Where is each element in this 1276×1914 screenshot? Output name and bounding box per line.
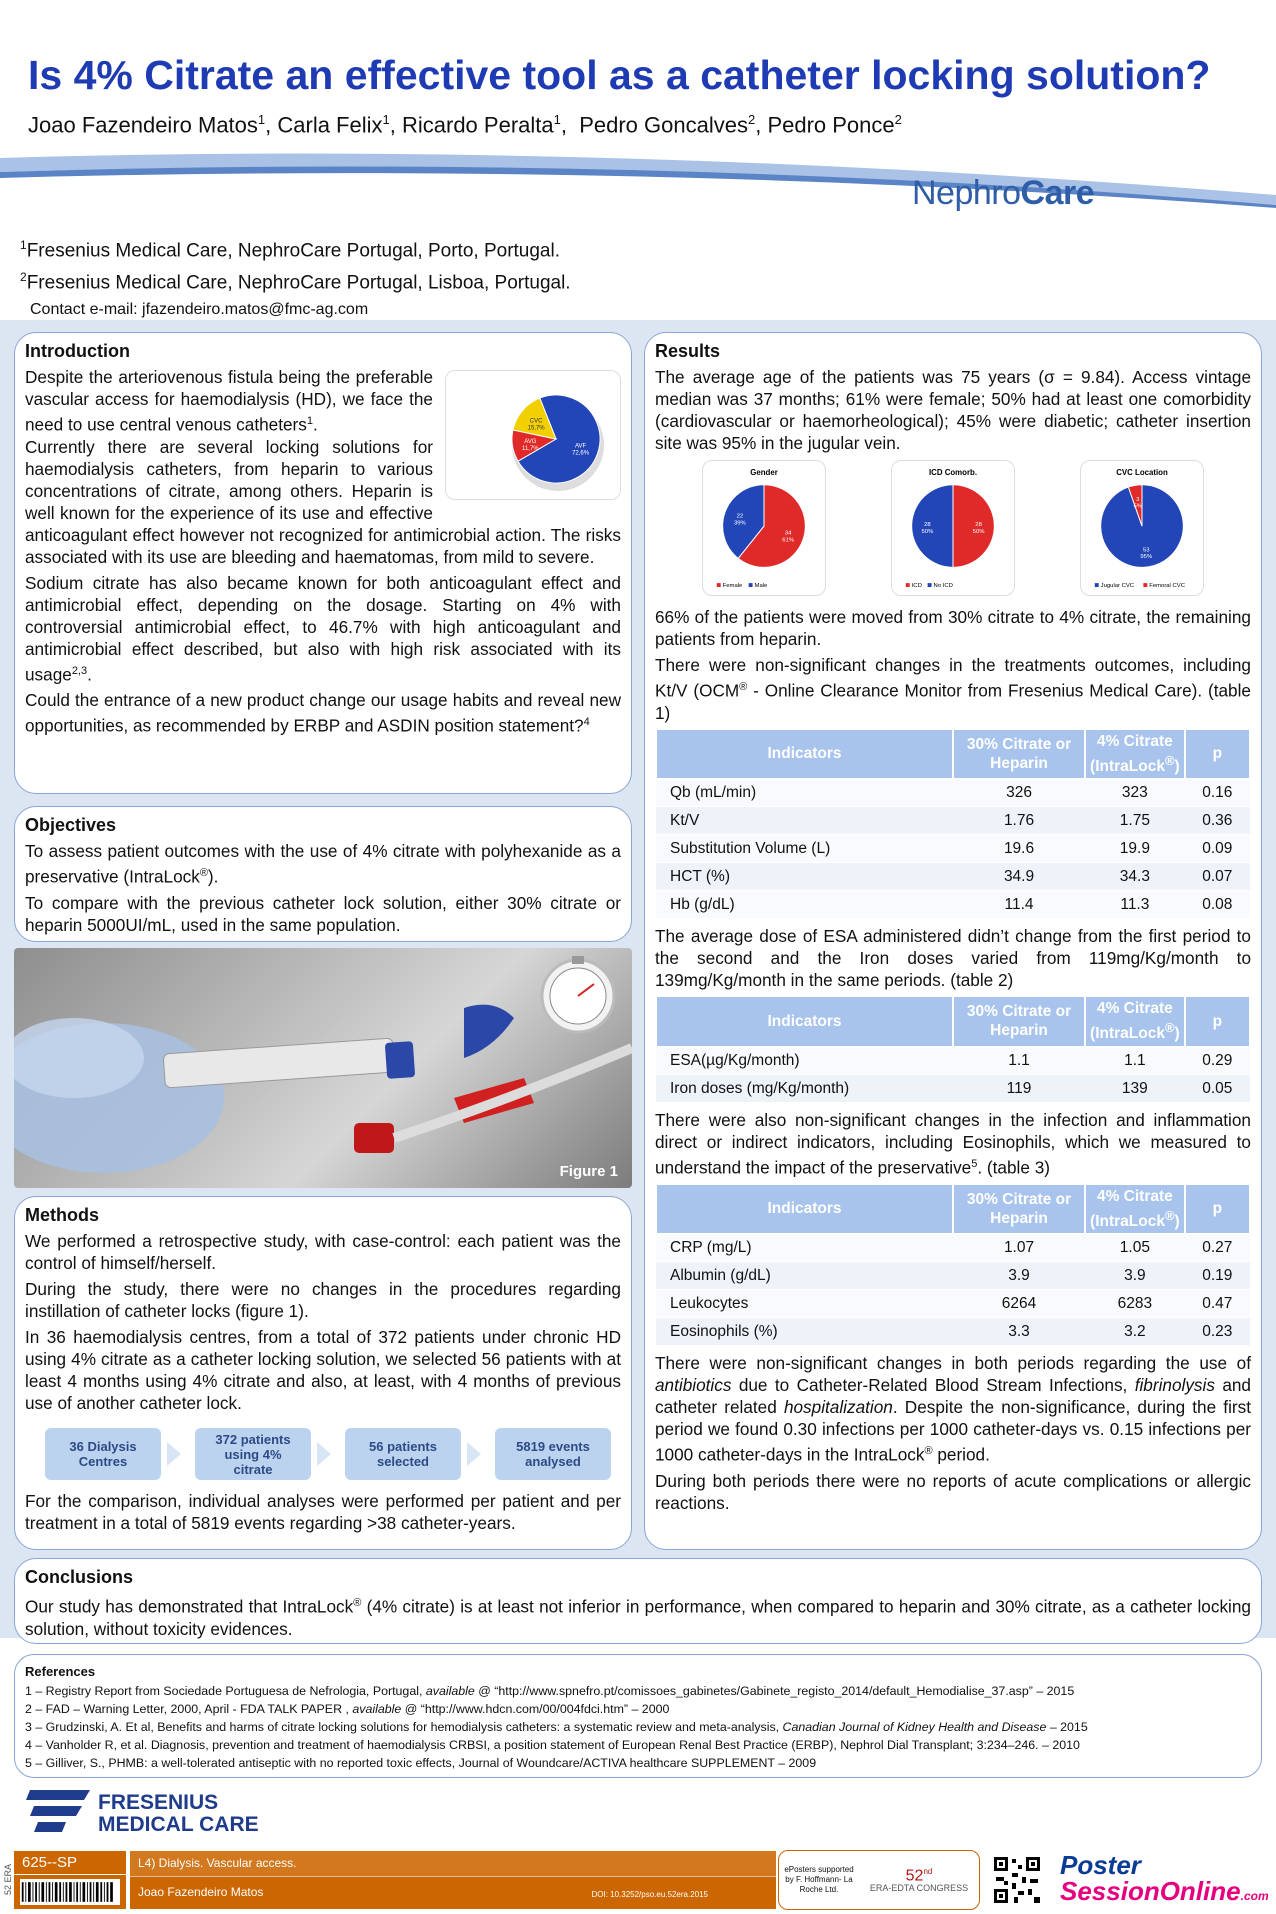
results-pie-charts <box>669 460 1237 596</box>
table-cell: 0.29 <box>1185 1047 1250 1075</box>
author-name: Ricardo Peralta <box>401 112 554 138</box>
topic-label: L4) Dialysis. Vascular access. <box>130 1851 776 1877</box>
legend-label: No ICD <box>933 583 953 590</box>
table-cell: Eosinophils (%) <box>656 1318 953 1346</box>
author-name: Pedro Goncalves <box>579 112 748 138</box>
contact-email[interactable]: Contact e-mail: jfazendeiro.matos@fmc-ag.com <box>30 300 369 318</box>
table-cell: 1.76 <box>953 807 1085 835</box>
author-name: Joao Fazendeiro Matos <box>28 112 258 138</box>
presenter-name: Joao Fazendeiro Matos <box>138 1885 264 1899</box>
legend-label: Female <box>722 583 742 590</box>
pie-slice-icd <box>953 485 994 568</box>
sponsor-text: ePosters supported by F. Hoffmann- La Roche Ltd. <box>784 1865 854 1894</box>
pie-chart-cvc <box>1080 460 1204 596</box>
table-cell: 0.36 <box>1185 807 1250 835</box>
table-row <box>656 891 1250 919</box>
pie-group <box>1101 485 1184 568</box>
results-paragraph: There were non-significant changes in the treatments outcomes, including Kt/V (OCM® - Online Clearance Monitor from Fresenius Medical Care). (table 1) <box>655 655 1251 723</box>
table-cell: 1.05 <box>1085 1234 1185 1262</box>
fresenius-logo-text: FRESENIUS MEDICAL CARE <box>98 1791 259 1836</box>
figure-caption: Figure 1 <box>559 1163 618 1180</box>
results-paragraph: 66% of the patients were moved from 30% citrate to 4% citrate, the remaining patients from heparin. <box>655 607 1251 649</box>
table-cell: 1.1 <box>953 1047 1085 1075</box>
table-cell: 0.05 <box>1185 1075 1250 1103</box>
table-cell: 34.9 <box>953 863 1085 891</box>
legend-swatch <box>748 583 752 587</box>
table-cell: 19.6 <box>953 835 1085 863</box>
pie-chart-gender <box>702 460 826 596</box>
poster-code-block <box>14 1851 126 1909</box>
intro-paragraph: Despite the arteriovenous fistula being the preferable vascular access for haemodialysis (HD), we face the need to use central venous catheters$^1$. Currently there are several locking solutions for haemodialysis catheters, from heparin to various concentrations of citrate, among others. Heparin is well known for the experience of its use and effective anticoagulant effect however not recognized for antimicrobial action. The risks associated with its use are bleeding and haematomas, from mild to severe. <box>25 367 621 567</box>
table-cell: 0.09 <box>1185 835 1250 863</box>
table-cell: 0.23 <box>1185 1318 1250 1346</box>
table-cell: 0.07 <box>1185 863 1250 891</box>
methods-flowchart <box>45 1428 621 1480</box>
legend-label: Male <box>754 583 767 590</box>
table-row <box>656 835 1250 863</box>
table-cell: 34.3 <box>1085 863 1185 891</box>
nephrocare-logo: NephroCare <box>912 174 1095 212</box>
legend-swatch <box>906 583 910 587</box>
legend-label: Femoral CVC <box>1149 583 1186 590</box>
legend-label: Jugular CVC <box>1100 583 1135 590</box>
table-cell: Qb (mL/min) <box>656 779 953 807</box>
postersessiononline-logo: Poster SessionOnline.com <box>1060 1850 1269 1906</box>
conclusions-paragraph: Our study has demonstrated that IntraLock® (4% citrate) is at least not inferior in performance, when compared to heparin and 30% citrate, as a catheter locking solution, without toxicity evidences. <box>25 1596 1251 1639</box>
flow-step: 56 patients selected <box>345 1428 461 1480</box>
objectives-section <box>14 806 632 942</box>
legend-swatch <box>716 583 720 587</box>
flow-arrow <box>467 1442 481 1466</box>
intro-pie-chart <box>445 370 621 500</box>
pie-chart-icd <box>891 460 1015 596</box>
legend-swatch <box>1095 583 1099 587</box>
flow-step: 5819 events analysed <box>495 1428 611 1480</box>
flow-arrow <box>167 1442 181 1466</box>
flow-step: 36 Dialysis Centres <box>45 1428 161 1480</box>
table-cell: 19.9 <box>1085 835 1185 863</box>
table-cell: ESA(µg/Kg/month) <box>656 1047 953 1075</box>
author-name: Carla Felix <box>277 112 383 138</box>
section-heading: Conclusions <box>25 1567 134 1587</box>
references-section <box>14 1654 1262 1778</box>
barcode-icon <box>20 1879 120 1905</box>
table-cell: 1.75 <box>1085 807 1185 835</box>
methods-paragraph: In 36 haemodialysis centres, from a total of 372 patients under chronic HD using 4% citrate as a catheter locking solution, we selected 56 patients with at least 4 months using 4% citrate and also, at least, with 4 months of previous use of another catheter lock. <box>25 1327 621 1413</box>
table-cell: 6283 <box>1085 1290 1185 1318</box>
pie-data-label: AVG 11,7% <box>522 439 539 453</box>
results-paragraph: The average dose of ESA administered didn’t change from the first period to the second and the Iron doses varied from 119mg/Kg/month to 139mg/Kg/month in the same periods. (table 2) <box>655 926 1251 991</box>
pie-slice-no-icd <box>912 485 953 568</box>
objectives-paragraph: To assess patient outcomes with the use of 4% citrate with polyhexanide as a preservative (IntraLock®). <box>25 841 621 887</box>
introduction-section <box>14 332 632 794</box>
table-cell: 0.16 <box>1185 779 1250 807</box>
flow-arrow <box>317 1442 331 1466</box>
sponsor-box <box>778 1850 980 1910</box>
chart-title: CVC Location <box>1116 467 1169 477</box>
table-cell: 326 <box>953 779 1085 807</box>
doi-label[interactable]: DOI: 10.3252/pso.eu.52era.2015 <box>591 1890 708 1899</box>
pie-data-label: AVF 72,6% <box>572 443 590 457</box>
figure-illustration <box>14 948 632 1188</box>
section-heading: Objectives <box>25 815 117 835</box>
pie-data-label: 34 61% <box>781 530 794 544</box>
pie-data-label: 3 5% <box>1133 496 1143 510</box>
table-row <box>656 1318 1250 1346</box>
figure-1-photo <box>14 948 632 1188</box>
table-cell: CRP (mg/L) <box>656 1234 953 1262</box>
table-row <box>656 1075 1250 1103</box>
era-side-tag: 52 ERA <box>3 1863 13 1895</box>
table-row <box>656 863 1250 891</box>
pie-data-label: CVC 15,7% <box>527 418 545 432</box>
table-cell: 3.3 <box>953 1318 1085 1346</box>
reference-item: 2 – FAD – Warning Letter, 2000, April - FDA TALK PAPER , available @ “http://www.hdcn.com/00/004fdci.htm” – 2000 <box>25 1702 670 1716</box>
chart-title: ICD Comorb. <box>928 467 977 477</box>
reference-item: 3 – Grudzinski, A. Et al, Benefits and harms of citrate locking solutions for hemodialysis catheters: a systematic review and meta-analysis, Canadian Journal of Kidney Health and Disease – 2015 <box>25 1720 1088 1734</box>
table-cell: Iron doses (mg/Kg/month) <box>656 1075 953 1103</box>
table-row <box>656 779 1250 807</box>
table-cell: 3.9 <box>953 1262 1085 1290</box>
table-cell: 323 <box>1085 779 1185 807</box>
table-cell: 0.19 <box>1185 1262 1250 1290</box>
table-cell: 1.07 <box>953 1234 1085 1262</box>
intro-pie-svg <box>446 371 622 501</box>
conclusions-section <box>14 1558 1262 1644</box>
pie-data-label: 53 95% <box>1140 547 1153 561</box>
section-heading: Introduction <box>25 341 130 361</box>
table-1: Indicators 30% Citrate or Heparin 4% Citrate (IntraLock®) p Qb (mL/min) 326 323 0.16 Kt/V 1.76 1.75 0.36 Substitution Volume (L) 19.6 19.9 0.09 HCT (%) 34.9 34.3 0.07 Hb (g/dL) 11.4 11.3 0.08 <box>655 728 1251 920</box>
results-paragraph: There were also non-significant changes in the infection and inflammation direct or indirect indicators, including Eosinophils, which we measured to understand the impact of the preservative$^5$. (table 3) <box>655 1110 1251 1178</box>
results-paragraph: There were non-significant changes in both periods regarding the use of antibiotics due to Catheter-Related Blood Stream Infections, fibrinolysis and catheter related hospitalization. Despite the non-significance, during the first period we found 0.30 infections per 1000 catheter-days vs. 0.15 infections per 1000 catheter-days in the IntraLock® period. <box>655 1353 1251 1466</box>
table-cell: 0.27 <box>1185 1234 1250 1262</box>
methods-paragraph: For the comparison, individual analyses were performed per patient and per treatment in a total of 5819 events regarding >38 catheter-years. <box>25 1491 621 1533</box>
table-cell: HCT (%) <box>656 863 953 891</box>
flow-step: 372 patients using 4% citrate <box>195 1428 311 1480</box>
table-cell: 3.9 <box>1085 1262 1185 1290</box>
table-cell: 139 <box>1085 1075 1185 1103</box>
author-name: Pedro Ponce <box>767 112 895 138</box>
intro-paragraph: Sodium citrate has also became known for both anticoagulant effect and antimicrobial effect, depending on the dosage. Starting on 4% with controversial antimicrobial effect, to 46.7% with high anticoagulant and antimicrobial effect described, but also with high risk associated with its usage$^{2,3}$. <box>25 572 621 685</box>
table-cell: Albumin (g/dL) <box>656 1262 953 1290</box>
affiliation: $^1$Fresenius Medical Care, NephroCare Portugal, Porto, Portugal. <box>20 238 560 262</box>
table-cell: Leukocytes <box>656 1290 953 1318</box>
table-cell: 3.2 <box>1085 1318 1185 1346</box>
table-cell: Substitution Volume (L) <box>656 835 953 863</box>
table-2: Indicators 30% Citrate or Heparin 4% Citrate (IntraLock®) p ESA(µg/Kg/month) 1.1 1.1 0.29 Iron doses (mg/Kg/month) 119 139 0.05 <box>655 995 1251 1103</box>
pie-group <box>912 485 995 568</box>
table-cell: 0.47 <box>1185 1290 1250 1318</box>
results-paragraph: During both periods there were no reports of acute complications or allergic reactions. <box>655 1471 1251 1514</box>
results-section <box>644 332 1262 1550</box>
methods-paragraph: We performed a retrospective study, with case-control: each patient was the control of himself/herself. <box>25 1231 621 1273</box>
pie-data-label: 28 50% <box>921 522 934 535</box>
affiliation: $^2$Fresenius Medical Care, NephroCare Portugal, Lisboa, Portugal. <box>20 270 571 294</box>
affiliations <box>20 232 571 323</box>
legend-swatch <box>1144 583 1148 587</box>
objectives-paragraph: To compare with the previous catheter lock solution, either 30% citrate or heparin 5000UI/mL, used in the same population. <box>25 892 621 935</box>
author-list: Joao Fazendeiro Matos$^1$, Carla Felix$^1$, Ricardo Peralta$^1$, Pedro Goncalves$^2$, Pedro Ponce$^2$ <box>28 112 902 138</box>
table-cell: 11.4 <box>953 891 1085 919</box>
table-cell: 11.3 <box>1085 891 1185 919</box>
qr-code-icon[interactable] <box>992 1855 1042 1905</box>
references-heading: References <box>25 1664 96 1679</box>
section-heading: Results <box>655 341 721 361</box>
legend-swatch <box>928 583 932 587</box>
methods-section <box>14 1196 632 1550</box>
poster-info-block <box>130 1851 776 1909</box>
poster-code: 625--SP <box>14 1851 126 1875</box>
intro-paragraph: Could the entrance of a new product change our usage habits and reveal new opportunities, as recommended by ERBP and ASDIN position statement?$^4$ <box>25 690 621 737</box>
section-heading: Methods <box>25 1205 99 1225</box>
reference-item: 5 – Gilliver, S., PHMB: a well-tolerated antiseptic with no reported toxic effects, Journal of Woundcare/ACTIVA healthcare SUPPLEMENT – 2009 <box>25 1756 817 1770</box>
table-cell: 119 <box>953 1075 1085 1103</box>
pie-group <box>722 485 805 568</box>
reference-item: 1 – Registry Report from Sociedade Portuguesa de Nefrologia, Portugal, available @ “http://www.spnefro.pt/comissoes_gabinetes/Gabinete_registo_2014/default_Hemodialise_37.asp” – 2015 <box>25 1684 1075 1698</box>
table-row <box>656 1047 1250 1075</box>
results-paragraph: The average age of the patients was 75 years (σ = 9.84). Access vintage median was 37 months; 61% were female; 50% had at least one comorbidity (cardiovascular or haemorheological); 45% were diabetic; catheter insertion site was 95% in the jugular vein. <box>655 367 1251 453</box>
methods-paragraph: During the study, there were no changes in the procedures regarding instillation of catheter locks (figure 1). <box>25 1279 621 1321</box>
poster-title: Is 4% Citrate an effective tool as a catheter locking solution? <box>28 52 1211 98</box>
table-cell: Kt/V <box>656 807 953 835</box>
congress-logo: 52nd ERA-EDTA CONGRESS <box>869 1866 969 1894</box>
table-row <box>656 1262 1250 1290</box>
pie-data-label: 22 39% <box>733 513 746 527</box>
table-row <box>656 1290 1250 1318</box>
pie-data-label: 28 50% <box>972 522 985 535</box>
table-cell: 6264 <box>953 1290 1085 1318</box>
table-cell: 0.08 <box>1185 891 1250 919</box>
table-cell: 1.1 <box>1085 1047 1185 1075</box>
legend-label: ICD <box>911 583 922 590</box>
table-cell: Hb (g/dL) <box>656 891 953 919</box>
table-row <box>656 807 1250 835</box>
reference-item: 4 – Vanholder R, et al. Diagnosis, prevention and treatment of haemodialysis CRBSI, a position statement of European Renal Best Practice (ERBP), Nephrol Dial Transplant; 3:234–246. – 2010 <box>25 1738 1080 1752</box>
table-3: Indicators 30% Citrate or Heparin 4% Citrate (IntraLock®) p CRP (mg/L) 1.07 1.05 0.27 Albumin (g/dL) 3.9 3.9 0.19 Leukocytes 6264 6283 0.47 Eosinophils (%) 3.3 3.2 0.23 <box>655 1183 1251 1347</box>
chart-title: Gender <box>749 467 778 477</box>
table-row <box>656 1234 1250 1262</box>
